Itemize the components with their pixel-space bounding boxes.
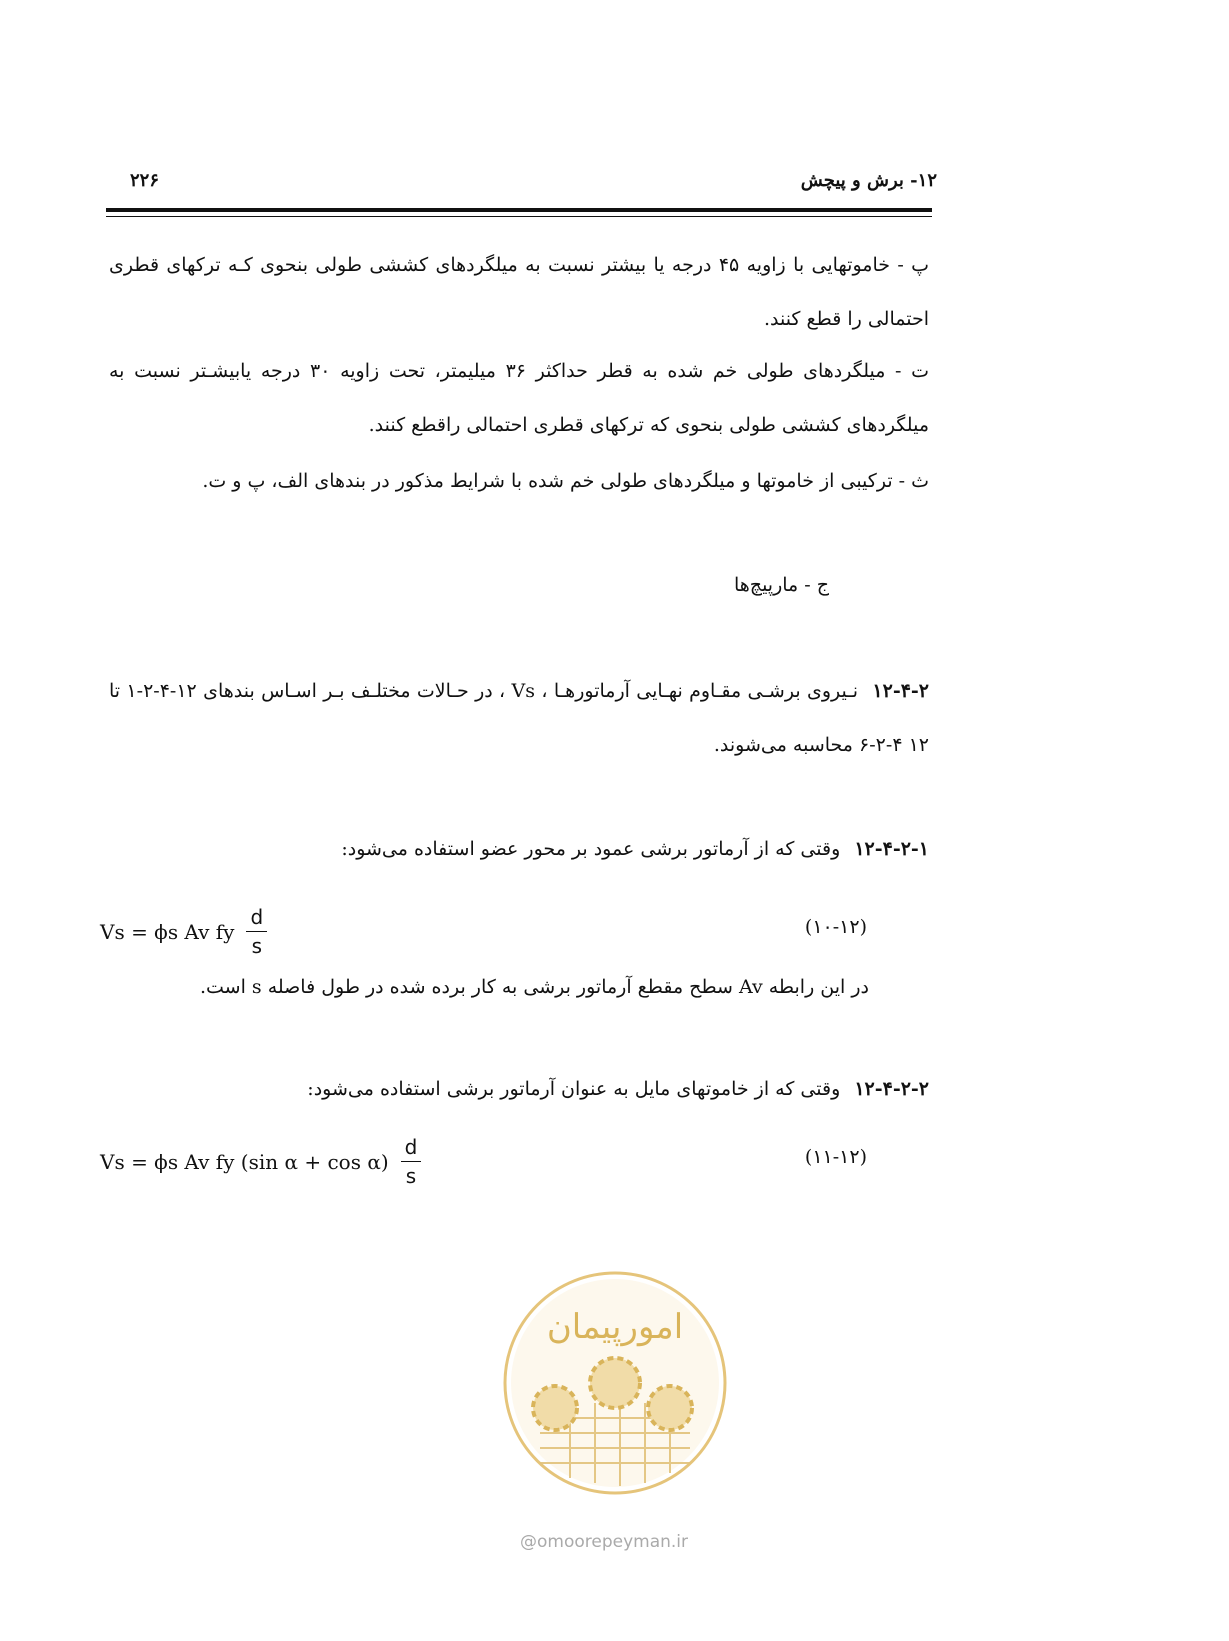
equation-number: (۱۱-۱۲) xyxy=(804,1146,867,1168)
equation-lhs: Vs = ϕs Av fy (sin α + cos α) xyxy=(100,1149,389,1174)
watermark-url: @omoorepeyman.ir xyxy=(520,1532,689,1552)
fraction-denominator: s xyxy=(405,1164,417,1188)
watermark-logo xyxy=(500,1268,730,1498)
fraction-d-over-s xyxy=(401,1135,422,1188)
section-12-4-2-1 xyxy=(109,822,929,876)
list-item-p: پ - خاموتهایی با زاویه ۴۵ درجه یا بیشتر نسبت به میلگردهای کششی طولی بنحوی کـه ترکهای قطری احتمالی را قطع کنند. xyxy=(109,254,929,330)
fraction-denominator: s xyxy=(251,934,262,958)
header-rule-thick xyxy=(106,208,932,212)
list-item-t: ت - میلگردهای طولی خم شده به قطر حداکثر ۳۶ میلیمتر، تحت زاویه ۳۰ درجه یابیشـتر نسبت به میلگردهای کششی طولی بنحوی که ترکهای قطری احتمالی راقطع کنند. xyxy=(109,360,929,436)
section-number: ۱۲-۴-۲-۲ xyxy=(854,1078,929,1100)
page-number: ۲۲۶ xyxy=(130,170,160,191)
section-number: ۱۲-۴-۲-۱ xyxy=(854,838,929,860)
list-item-j: ج - مارپیچ‌ها xyxy=(734,574,829,596)
fraction-numerator: d xyxy=(246,905,267,932)
equation-lhs: Vs = ϕs Av fy xyxy=(100,919,235,944)
section-number: ۱۲-۴-۲ xyxy=(872,680,930,702)
watermark-logo-text: امورپیمان xyxy=(546,1307,684,1347)
header-rule-thin xyxy=(106,216,932,217)
equation-number: (۱۰-۱۲) xyxy=(804,916,867,938)
list-item-th: ث - ترکیبی از خاموتها و میلگردهای طولی خم شده با شرایط مذکور در بندهای الف، پ و ت. xyxy=(202,470,929,492)
equation-explanation: در این رابطه Av سطح مقطع آرماتور برشی به کار برده شده در طول فاصله s است. xyxy=(199,976,869,998)
chapter-title: ۱۲- برش و پیچش xyxy=(800,170,937,191)
section-12-4-2 xyxy=(109,664,929,772)
equation-10-12 xyxy=(100,905,267,958)
fraction-d-over-s xyxy=(246,905,267,958)
fraction-numerator: d xyxy=(401,1135,422,1162)
equation-11-12 xyxy=(100,1135,421,1188)
section-text: نـیروی برشـی مقـاوم نهـایی آرماتورهـا ، Vs ، در حـالات مختلـف بـر اسـاس بندهای ۱۲-۴-۲-۱ تا ۱۲ ۴-۲-۶ محاسبه می‌شوند. xyxy=(109,680,929,756)
section-12-4-2-2 xyxy=(109,1062,929,1116)
section-text: وقتی که از خاموتهای مایل به عنوان آرماتور برشی استفاده می‌شود: xyxy=(307,1078,841,1100)
section-text: وقتی که از آرماتور برشی عمود بر محور عضو استفاده می‌شود: xyxy=(341,838,841,860)
